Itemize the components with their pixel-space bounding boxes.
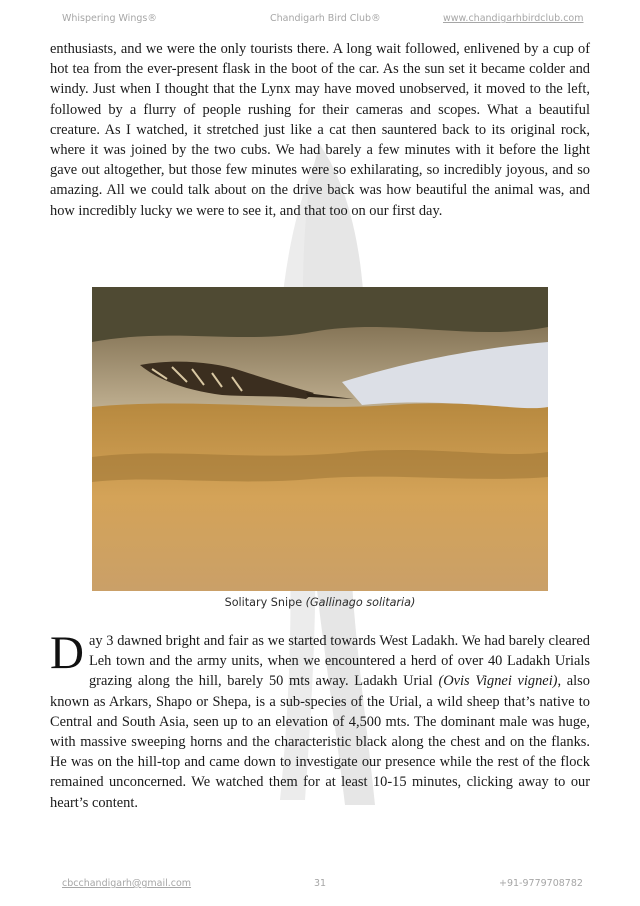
photo-caption: [0, 596, 640, 609]
paragraph-scientific-name: (Ovis Vignei vignei): [438, 673, 558, 690]
caption-common-name: Solitary Snipe: [224, 596, 306, 609]
paragraph-ladakh-urial: [50, 627, 590, 813]
page-number: 31: [314, 878, 327, 889]
footer-email-link[interactable]: cbcchandigarh@gmail.com: [62, 878, 192, 889]
paragraph-text-end: , also known as Arkars, Shapo or Shepa, is a sub-species of the Urial, a wild sheep that’s native to Central and South Asia, seen up to an elevation of 4,500 mts. The dominant male was huge, with massive sweeping horns and the characteristic black along the chest and on the flanks. He was on the hill-top and came down to investigate our presence while the rest of the flock remained unconcerned. We watched them for at least 10-15 minutes, clicking away to our heart’s content.: [50, 673, 590, 811]
paragraph-text-start: ay 3 dawned bright and fair as we started towards West Ladakh. We had barely cleared Leh town and the army units, when we encountered a herd of over 40 Ladakh Urials grazing along the hill, barely 50 mts away. Ladakh Urial: [88, 633, 590, 690]
solitary-snipe-photo: [92, 287, 548, 591]
footer-phone: +91-9779708782: [499, 878, 583, 889]
drop-cap-letter: D: [50, 627, 84, 679]
caption-scientific-name: (Gallinago solitaria): [305, 596, 416, 609]
header-publication-name: Whispering Wings®: [62, 13, 157, 24]
header-website-link[interactable]: www.chandigarhbirdclub.com: [443, 13, 584, 24]
header-club-name: Chandigarh Bird Club®: [270, 13, 381, 24]
paragraph-lynx-sighting: enthusiasts, and we were the only tourists there. A long wait followed, enlivened by a cup of hot tea from the ever-present flask in the boot of the car. As the sun set it became colder and windy. Just when I thought that the Lynx may have moved unobserved, it moved to the left, followed by a flurry of people rushing for their cameras and scopes. What a beautiful creature. As I watched, it stretched just like a cat then sauntered back to its original rock, where it was joined by the two cubs. We had barely a few minutes with it before the light gave out altogether, but those few minutes were so exhilarating, so incredibly joyous, and so amazing. All we could talk about on the drive back was how beautiful the animal was, and how incredibly lucky we were to see it, and that too on our first day.: [50, 41, 590, 219]
